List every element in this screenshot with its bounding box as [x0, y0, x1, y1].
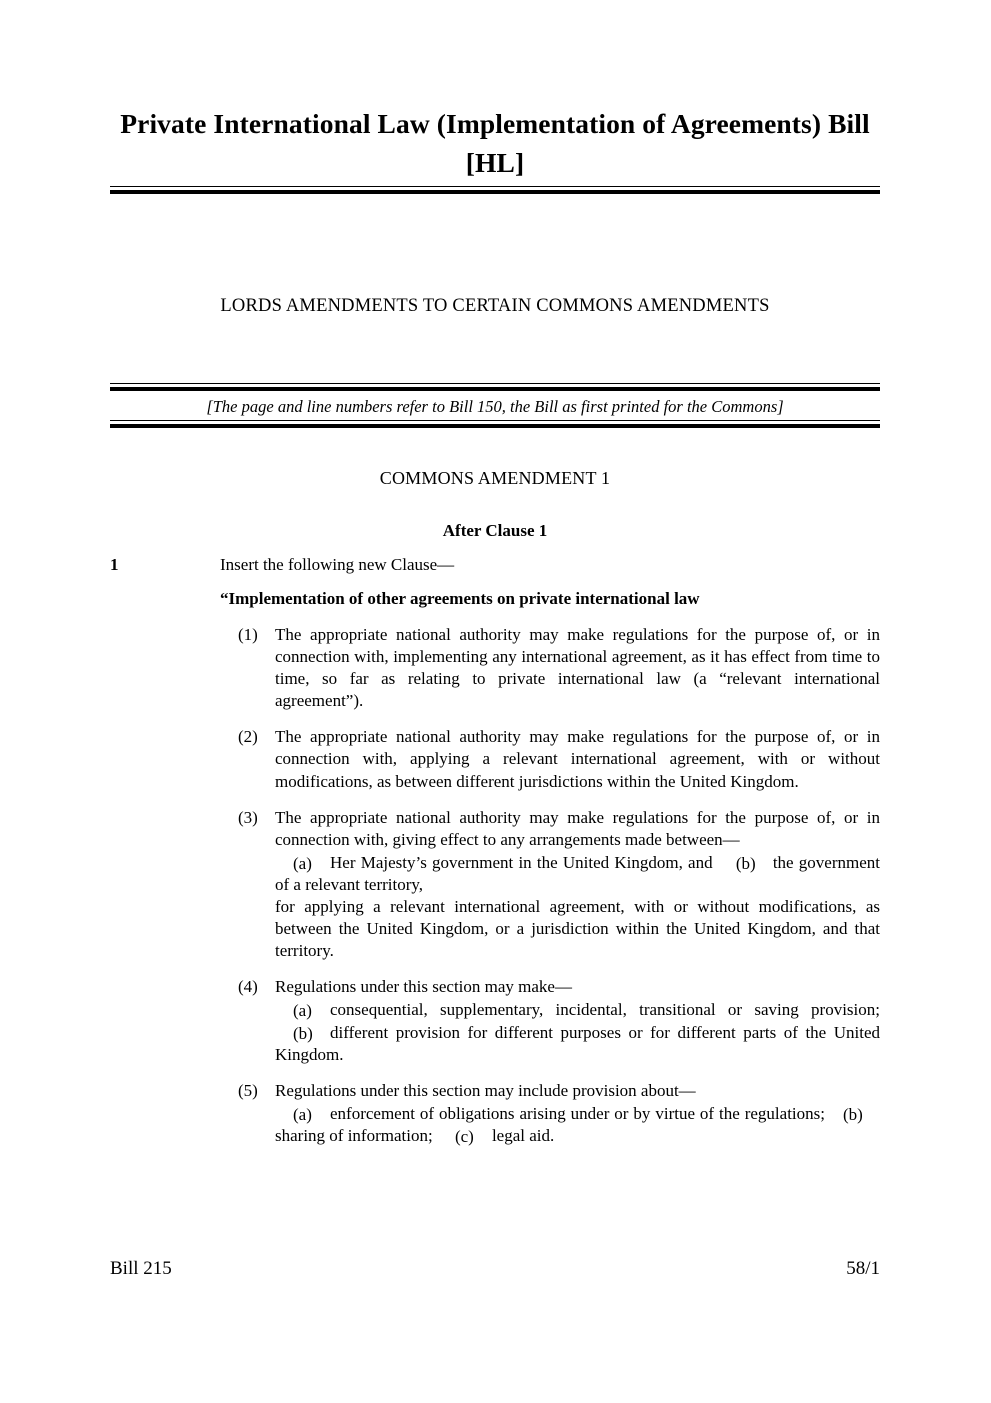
list-item: [275, 1023, 880, 1064]
subsection-continuation: for applying a relevant international agreement, with or without modifications, as between the United Kingdom, or a jurisdiction within the United Kingdom, and that territory.: [275, 897, 880, 961]
subsection-marker: (3): [238, 807, 258, 827]
subsection: [110, 807, 880, 963]
subsection: [110, 976, 880, 1065]
subsection: [110, 624, 880, 712]
subsection-marker: (5): [238, 1080, 258, 1100]
list-item-text: different provision for different purposes or for different parts of the United Kingdom.: [275, 1022, 880, 1064]
list-item-text: consequential, supplementary, incidental, transitional or saving provision;: [330, 1000, 880, 1020]
subsection-marker: (4): [238, 977, 258, 997]
subsection: [110, 726, 880, 792]
reference-note: [The page and line numbers refer to Bill 150, the Bill as first printed for the Commons]: [206, 397, 784, 416]
list-item-text: enforcement of obligations arising under or by virtue of the regulations;: [330, 1103, 825, 1123]
inserted-clause-title: [110, 589, 880, 609]
title-divider-rule: [110, 186, 880, 194]
subsection-text: The appropriate national authority may make regulations for the purpose of, or in connection with, giving effect to any arrangements made between—: [275, 807, 880, 849]
list-item-text: sharing of information;: [275, 1125, 433, 1145]
list-item-text: Her Majesty’s government in the United Kingdom, and: [330, 852, 713, 872]
page-number: 58/1: [846, 1258, 880, 1279]
section-header: LORDS AMENDMENTS TO CERTAIN COMMONS AMENDMENTS: [220, 296, 770, 316]
note-top-rule: [110, 383, 880, 391]
note-bottom-rule: [110, 420, 880, 428]
inserted-clause-title-text: “Implementation of other agreements on private international law: [220, 589, 700, 608]
list-item-marker: (b): [293, 1023, 313, 1043]
clause-heading: After Clause 1: [442, 521, 548, 540]
subsection-text: The appropriate national authority may make regulations for the purpose of, or in connection with, implementing any international agreement, as it has effect from time to time, so far as relating to private international law (a “relevant international agreement”).: [275, 625, 880, 711]
lettered-list: [275, 1103, 880, 1147]
list-item: [275, 1000, 880, 1019]
list-item-text: legal aid.: [491, 1125, 555, 1145]
amendment-label: COMMONS AMENDMENT 1: [379, 468, 611, 488]
subsection-text: The appropriate national authority may make regulations for the purpose of, or in connection with, applying a relevant international agreement, with or without modifications, as between different jurisdictions within the United Kingdom.: [275, 727, 880, 791]
subsection: [110, 1080, 880, 1147]
list-item-marker: (b): [735, 853, 756, 873]
page-title: Private International Law (Implementation of Agreements) Bill [HL]: [120, 108, 870, 179]
subsection-text: Regulations under this section may include provision about—: [275, 1080, 696, 1100]
list-item-marker: (a): [293, 1104, 312, 1124]
list-item-marker: (b): [843, 1104, 863, 1124]
clause-body: [110, 624, 880, 1147]
list-item: [275, 1104, 825, 1123]
subsection-text: Regulations under this section may make—: [275, 977, 572, 997]
bill-number: Bill 215: [110, 1258, 172, 1279]
list-item-marker: (c): [454, 1126, 474, 1146]
page-footer: [110, 1258, 880, 1280]
lettered-list: [275, 999, 880, 1065]
subsection-marker: (2): [238, 727, 258, 747]
list-item-marker: (a): [293, 1001, 312, 1021]
list-item: [437, 1126, 554, 1145]
lettered-list: [275, 852, 880, 896]
amendment-margin-number: 1: [110, 555, 119, 574]
subsection-marker: (1): [238, 625, 258, 644]
list-item-marker: (a): [293, 853, 312, 873]
list-item-text: the government of a relevant territory,: [275, 852, 880, 894]
list-item: [275, 853, 718, 872]
instruction-text: Insert the following new Clause—: [220, 555, 455, 574]
instruction-row: [110, 554, 880, 576]
